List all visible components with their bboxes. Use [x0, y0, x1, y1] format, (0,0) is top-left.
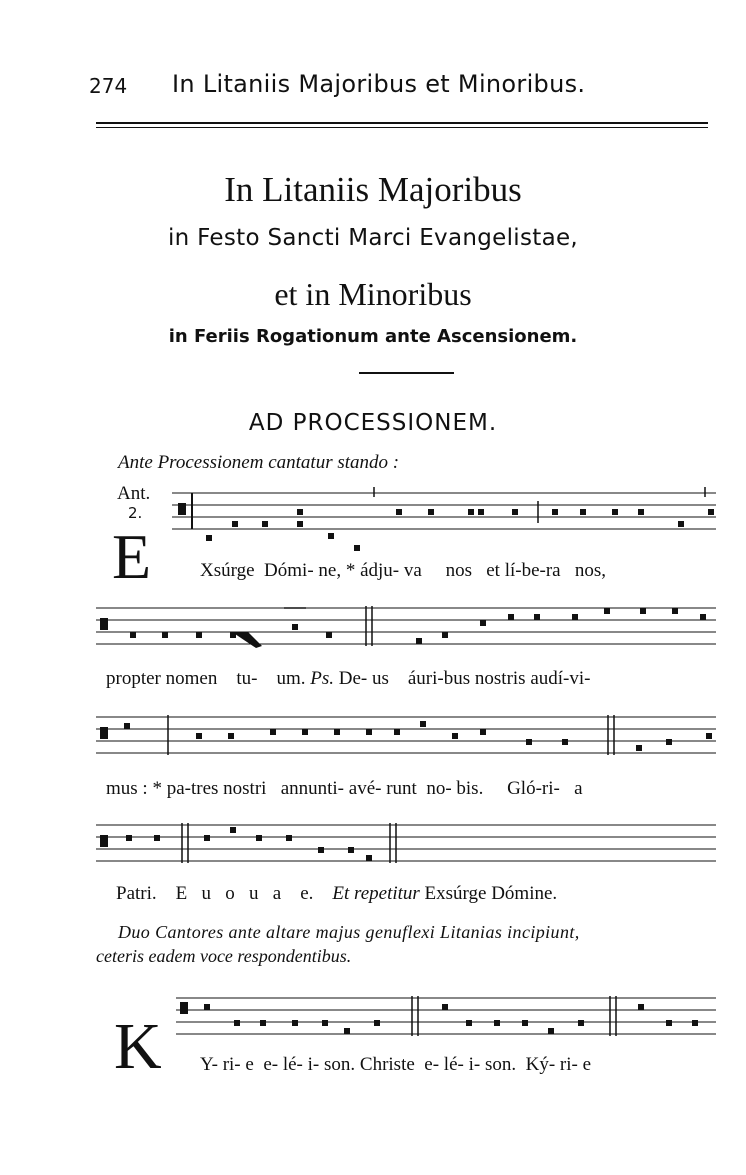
syllable: Gló-ri-	[507, 778, 560, 799]
neume-marks	[204, 1004, 698, 1034]
section-heading: AD PROCESSIONEM.	[248, 410, 498, 436]
syllable: no- bis.	[426, 778, 484, 799]
rubric-2-line-2: ceteris eadem voce respondentibus.	[96, 946, 352, 966]
syllable: e	[582, 1054, 592, 1075]
header-rule-bottom	[96, 127, 708, 128]
staff-kyrie	[176, 992, 718, 1048]
clef	[100, 618, 108, 630]
syllable: Patri.	[116, 883, 157, 904]
title-sub1: in Festo Sancti Marci Evangelistae,	[167, 225, 579, 251]
syllable: tu-	[236, 668, 258, 689]
page-number: 274	[89, 74, 128, 98]
syllable: um.	[276, 668, 306, 689]
syllable: audí-vi-	[530, 668, 591, 689]
running-title: In Litaniis Majoribus et Minoribus.	[172, 70, 586, 98]
kyrie-lyrics	[200, 1054, 591, 1076]
syllable: a	[272, 883, 282, 904]
title-divider	[359, 372, 454, 374]
syllable: u	[201, 883, 211, 904]
lyrics-line-4	[116, 883, 557, 905]
rubric-2-line-1: Duo Cantores ante altare majus genuflexi Litanias incipiunt,	[118, 922, 580, 942]
lyrics-line-3	[106, 778, 583, 800]
syllable: nos	[445, 560, 472, 581]
clef	[100, 835, 108, 847]
mode-label: 2.	[128, 504, 143, 522]
neume-marks	[124, 721, 712, 751]
syllable: áuri-bus	[407, 668, 471, 689]
syllable: *	[152, 778, 162, 799]
syllable: avé- runt	[348, 778, 417, 799]
lyrics-line-2	[106, 668, 590, 690]
neume-marks	[206, 509, 714, 551]
syllable: mus :	[106, 778, 148, 799]
staff-2	[96, 602, 718, 658]
staff-3	[96, 711, 718, 767]
syllable: Xsúrge	[200, 560, 255, 581]
clef	[180, 1002, 188, 1014]
header-rule-top	[96, 122, 708, 124]
syllable: nos,	[574, 560, 607, 581]
kyrie-initial: K	[114, 1010, 162, 1083]
staff-4	[96, 819, 718, 875]
syllable: e.	[300, 883, 314, 904]
syllable: E	[175, 883, 188, 904]
syllable: Christe	[359, 1054, 415, 1075]
syllable: e	[245, 1054, 254, 1075]
neume-marks	[126, 827, 372, 861]
clef	[178, 503, 186, 515]
staff-1	[172, 487, 718, 547]
syllable: Ký- ri-	[525, 1054, 578, 1075]
syllable: i- son.	[468, 1054, 517, 1075]
syllable: *	[345, 560, 356, 581]
syllable: nomen	[165, 668, 218, 689]
rubric: Ante Processionem cantatur stando :	[118, 452, 400, 473]
syllable: De- us	[338, 668, 389, 689]
syllable: a	[574, 778, 583, 799]
syllable: o	[225, 883, 235, 904]
syllable: nostris	[474, 668, 526, 689]
initial-letter: E	[112, 521, 152, 592]
repetition-text: Exsúrge Dómine.	[424, 883, 558, 904]
neume-marks	[130, 608, 706, 644]
title-main2: et in Minoribus	[274, 276, 472, 312]
syllable: i- son.	[307, 1054, 356, 1075]
syllable: e- lé-	[424, 1054, 464, 1075]
title-main: In Litaniis Majoribus	[224, 170, 522, 209]
syllable: Dómi- ne,	[264, 560, 342, 581]
syllable: nostri	[223, 778, 267, 799]
syllable: e- lé-	[263, 1054, 303, 1075]
syllable: propter	[106, 668, 161, 689]
syllable: annunti-	[280, 778, 345, 799]
syllable: pa-tres	[166, 778, 219, 799]
ant-label: Ant.	[117, 483, 151, 504]
syllable: u	[249, 883, 259, 904]
syllable: et	[486, 560, 500, 581]
repetition-rubric: Et repetitur	[332, 883, 420, 904]
syllable: Y- ri-	[200, 1054, 241, 1075]
syllable: lí-be-ra	[504, 560, 561, 581]
syllable: ádju- va	[360, 560, 422, 581]
psalm-marker: Ps.	[310, 668, 334, 689]
clef	[100, 727, 108, 739]
title-sub2: in Feriis Rogationum ante Ascensionem.	[168, 326, 578, 347]
lyrics-line-1	[200, 560, 606, 582]
